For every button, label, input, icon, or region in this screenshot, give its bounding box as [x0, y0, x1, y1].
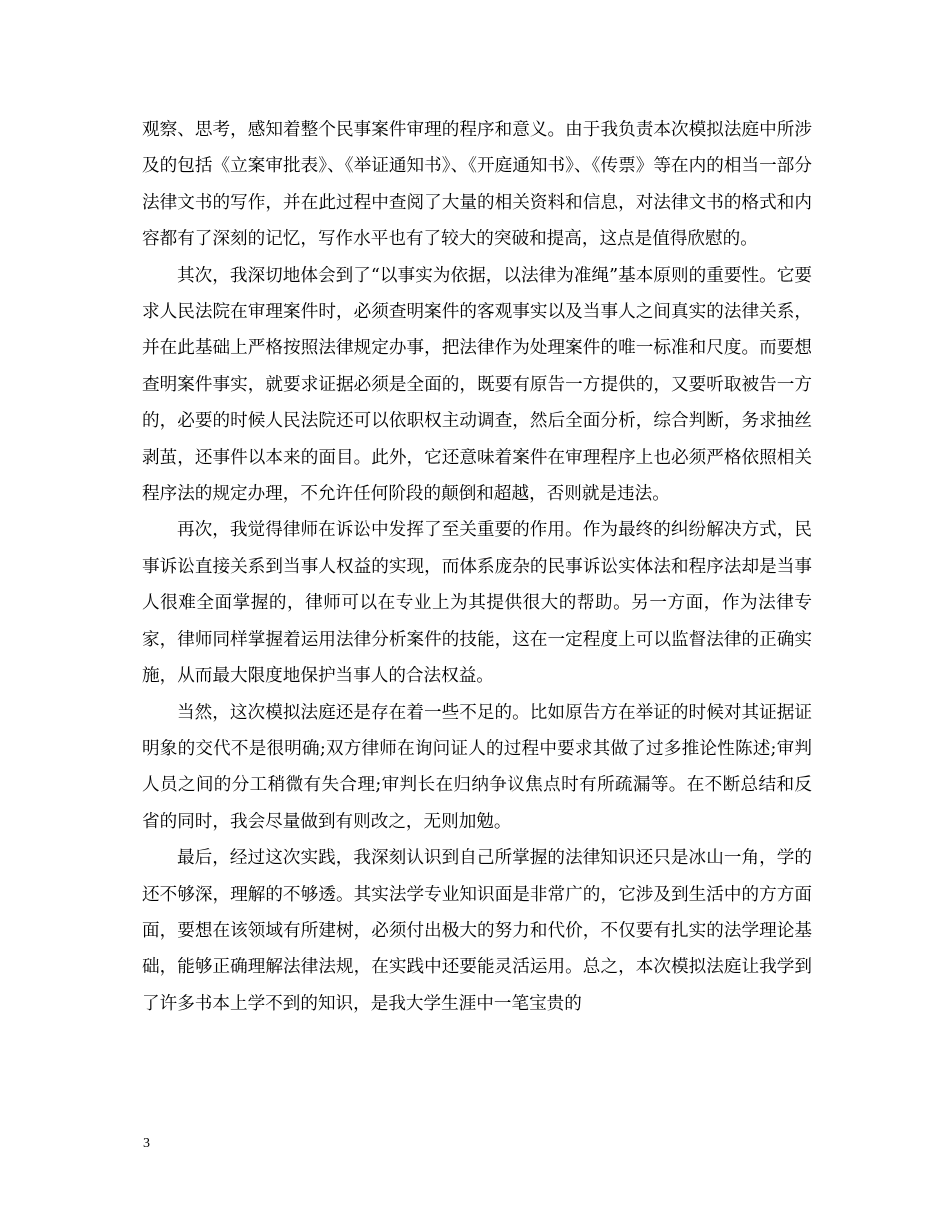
body-text: [142, 112, 812, 1022]
paragraph-1: 观察、思考，感知着整个民事案件审理的程序和意义。由于我负责本次模拟法庭中所涉及的包括《立案审批表》、《举证通知书》、《开庭通知书》、《传票》等在内的相当一部分法律文书的写作，并在此过程中查阅了大量的相关资料和信息，对法律文书的格式和内容都有了深刻的记忆，写作水平也有了较大的突破和提高，这点是值得欣慰的。: [142, 120, 812, 250]
page-number: 3: [143, 1136, 150, 1151]
paragraph-4: 当然，这次模拟法庭还是存在着一些不足的。比如原告方在举证的时候对其证据证明象的交代不是很明确;双方律师在询问证人的过程中要求其做了过多推论性陈述;审判人员之间的分工稍微有失合理;审判长在归纳争议焦点时有所疏漏等。在不断总结和反省的同时，我会尽量做到有则改之，无则加勉。: [142, 702, 812, 832]
paragraph-2: 其次，我深切地体会到了“以事实为依据，以法律为准绳”基本原则的重要性。它要求人民法院在审理案件时，必须查明案件的客观事实以及当事人之间真实的法律关系，并在此基础上严格按照法律规定办事，把法律作为处理案件的唯一标准和尺度。而要想查明案件事实，就要求证据必须是全面的，既要有原告一方提供的，又要听取被告一方的，必要的时候人民法院还可以依职权主动调查，然后全面分析，综合判断，务求抽丝剥茧，还事件以本来的面目。此外，它还意味着案件在审理程序上也必须严格依照相关程序法的规定办理，不允许任何阶段的颠倒和超越，否则就是违法。: [142, 265, 812, 505]
paragraph-3: 再次，我觉得律师在诉讼中发挥了至关重要的作用。作为最终的纠纷解决方式，民事诉讼直接关系到当事人权益的实现，而体系庞杂的民事诉讼实体法和程序法却是当事人很难全面掌握的，律师可以在专业上为其提供很大的帮助。另一方面，作为法律专家，律师同样掌握着运用法律分析案件的技能，这在一定程度上可以监督法律的正确实施，从而最大限度地保护当事人的合法权益。: [142, 520, 812, 687]
paragraph-5: 最后，经过这次实践，我深刻认识到自己所掌握的法律知识还只是冰山一角，学的还不够深，理解的不够透。其实法学专业知识面是非常广的，它涉及到生活中的方方面面，要想在该领域有所建树，必须付出极大的努力和代价，不仅要有扎实的法学理论基础，能够正确理解法律法规，在实践中还要能灵活运用。总之，本次模拟法庭让我学到了许多书本上学不到的知识，是我大学生涯中一笔宝贵的: [142, 848, 812, 1014]
